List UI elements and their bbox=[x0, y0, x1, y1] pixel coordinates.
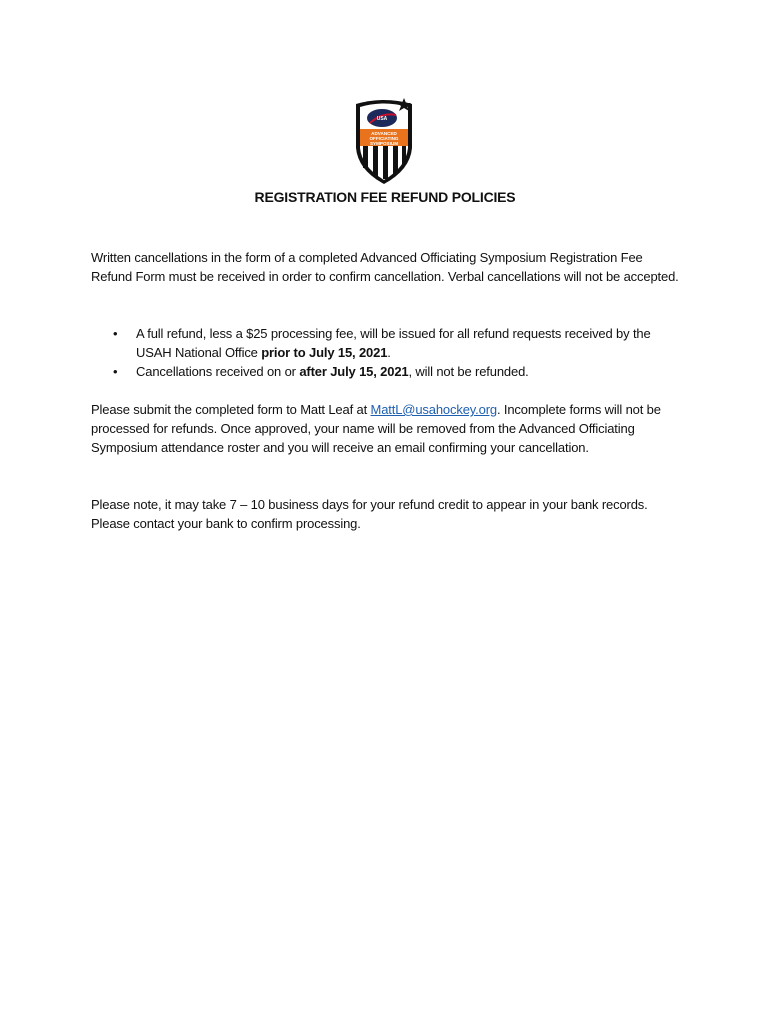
logo-line-3: SYMPOSIUM bbox=[369, 141, 399, 146]
refund-rules-list bbox=[91, 324, 681, 381]
list-item-tail: . bbox=[387, 345, 391, 360]
logo-line-2: OFFICIATING bbox=[369, 136, 399, 141]
list-item-tail: , will not be refunded. bbox=[408, 364, 529, 379]
processing-note-paragraph: Please note, it may take 7 – 10 business days for your refund credit to appear in your bank records. Please contact your bank to confirm processing. bbox=[91, 497, 648, 531]
bullet-icon: • bbox=[113, 326, 118, 341]
cancellation-paragraph: Written cancellations in the form of a completed Advanced Officiating Symposium Registration Fee Refund Form must be received in order to confirm cancellation. Verbal cancellations will not be accepted. bbox=[91, 250, 679, 284]
bullet-icon: • bbox=[113, 364, 118, 379]
list-item-bold: after July 15, 2021 bbox=[299, 364, 409, 379]
list-item-text: Cancellations received on or bbox=[136, 364, 300, 379]
list-item bbox=[91, 362, 681, 381]
usa-hockey-advanced-officiating-logo bbox=[352, 96, 416, 186]
list-item-text: A full refund, less a $25 processing fee, will be issued for all refund requests received by the USAH National Office bbox=[136, 326, 651, 360]
logo-line-1: ADVANCED bbox=[371, 131, 397, 136]
list-item-bold: prior to July 15, 2021 bbox=[261, 345, 388, 360]
list-item bbox=[91, 324, 681, 362]
svg-text:USA: USA bbox=[376, 116, 388, 122]
submission-text: Please submit the completed form to Matt Leaf at bbox=[91, 402, 371, 417]
email-link[interactable]: MattL@usahockey.org bbox=[370, 402, 497, 417]
submission-paragraph bbox=[91, 400, 681, 457]
submission-text-tail: . Incomplete forms will not be processed for refunds. Once approved, your name will be removed from the Advanced Officiating Symposium attendance roster and you will receive an email confirming your cancellation. bbox=[91, 402, 661, 455]
page-title: REGISTRATION FEE REFUND POLICIES bbox=[254, 189, 516, 205]
